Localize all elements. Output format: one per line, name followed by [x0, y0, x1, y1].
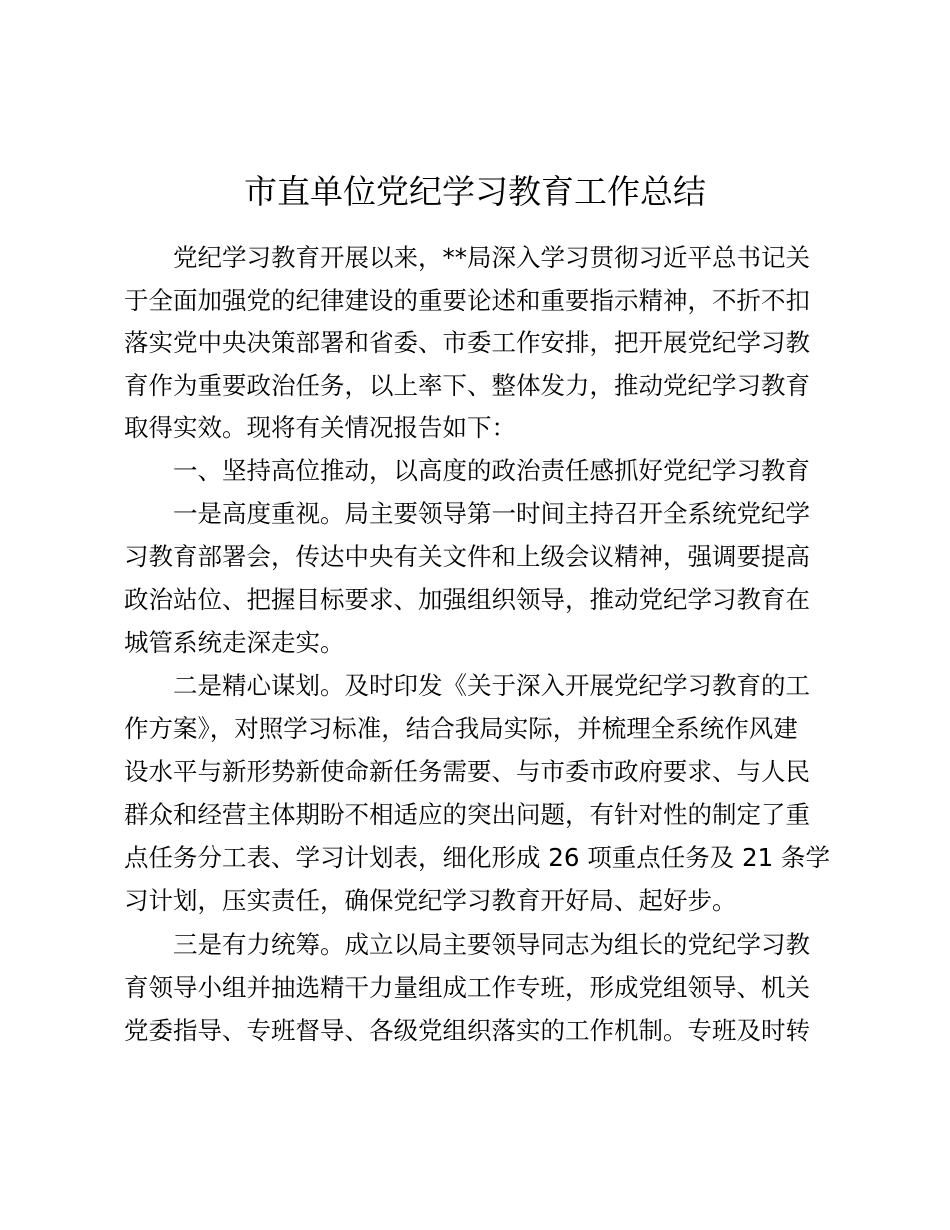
- text-line: 育领导小组并抽选精干力量组成工作专班，形成党组领导、机关: [124, 973, 810, 1002]
- text-line: 取得实效。现将有关情况报告如下：: [124, 413, 516, 442]
- text-line: 点任务分工表、学习计划表，细化形成 26 项重点任务及 21 条学: [124, 843, 830, 872]
- text-line: 党委指导、专班督导、各级党组织落实的工作机制。专班及时转: [124, 1016, 810, 1045]
- document-title: 市直单位党纪学习教育工作总结: [244, 172, 706, 211]
- text-line: 设水平与新形势新使命新任务需要、与市委市政府要求、与人民: [124, 757, 810, 786]
- text-line: 习教育部署会，传达中央有关文件和上级会议精神，强调要提高: [124, 542, 810, 571]
- text-line: 群众和经营主体期盼不相适应的突出问题，有针对性的制定了重: [124, 800, 810, 829]
- text-line: 落实党中央决策部署和省委、市委工作安排，把开展党纪学习教: [124, 328, 810, 357]
- text-line: 政治站位、把握目标要求、加强组织领导，推动党纪学习教育在: [124, 585, 810, 614]
- text-line: 三是有力统筹。成立以局主要领导同志为组长的党纪学习教: [124, 930, 810, 959]
- text-line: 一、坚持高位推动，以高度的政治责任感抓好党纪学习教育: [124, 456, 810, 485]
- text-line: 育作为重要政治任务，以上率下、整体发力，推动党纪学习教育: [124, 371, 810, 400]
- text-line: 作方案》，对照学习标准，结合我局实际，并梳理全系统作风建: [124, 714, 798, 743]
- text-line: 城管系统走深走实。: [124, 628, 345, 657]
- text-line: 于全面加强党的纪律建设的重要论述和重要指示精神，不折不扣: [124, 286, 810, 315]
- text-line: 二是精心谋划。及时印发《关于深入开展党纪学习教育的工: [124, 671, 810, 700]
- text-line: 一是高度重视。局主要领导第一时间主持召开全系统党纪学: [124, 499, 810, 528]
- text-line: 习计划，压实责任，确保党纪学习教育开好局、起好步。: [124, 886, 737, 915]
- text-line: 党纪学习教育开展以来，**局深入学习贯彻习近平总书记关: [124, 243, 810, 272]
